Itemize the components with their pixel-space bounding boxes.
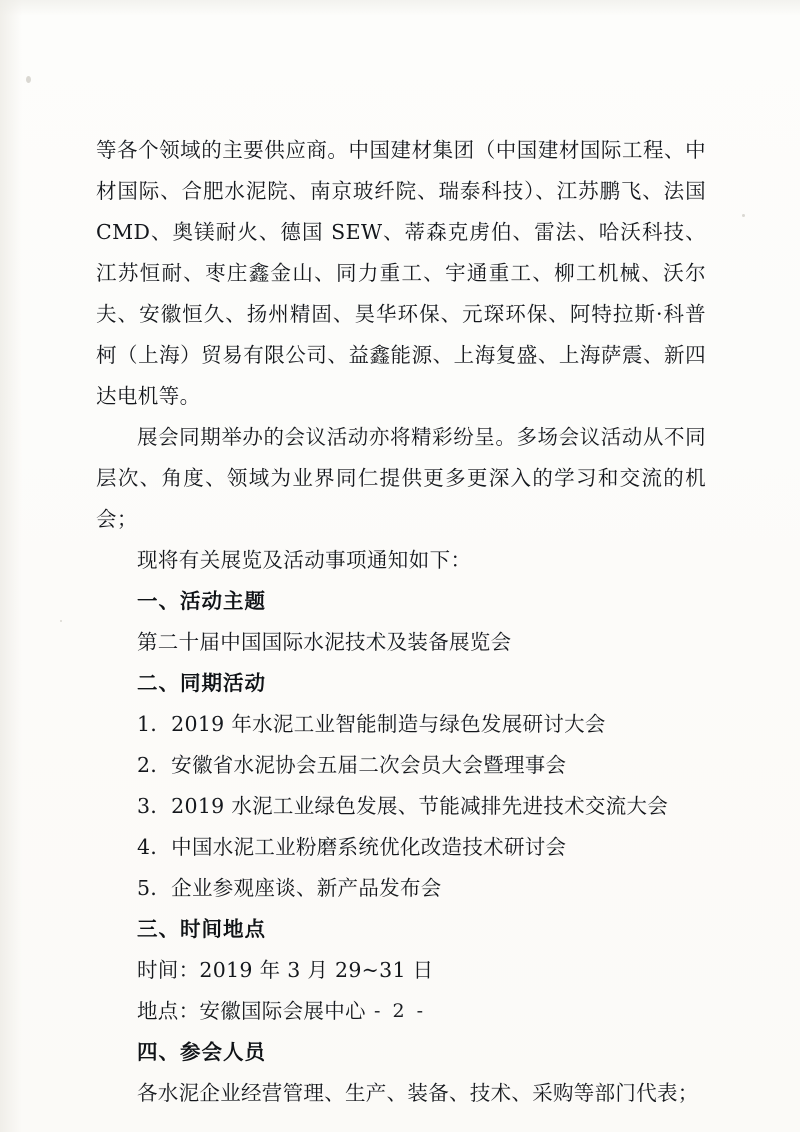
- section-2-item-2: 2．安徽省水泥协会五届二次会员大会暨理事会: [137, 753, 567, 777]
- paragraph-3: 现将有关展览及活动事项通知如下：: [137, 548, 472, 572]
- section-heading-3: 三、时间地点: [137, 917, 266, 941]
- section-3-item-1: 时间：2019 年 3 月 29~31 日: [137, 958, 434, 982]
- scan-edge-left: [0, 0, 22, 1132]
- section-2-item-4: 4．中国水泥工业粉磨系统优化改造技术研讨会: [137, 835, 567, 859]
- section-2-item-3: 3．2019 水泥工业绿色发展、节能减排先进技术交流大会: [137, 794, 669, 818]
- scan-speck: [26, 76, 31, 83]
- section-4-item-1: 各水泥企业经营管理、生产、装备、技术、采购等部门代表；: [137, 1081, 699, 1105]
- section-heading-4: 四、参会人员: [137, 1040, 266, 1064]
- section-3-item-2: 地点：安徽国际会展中心: [137, 999, 366, 1023]
- scan-edge-top: [0, 0, 800, 16]
- section-2-item-5: 5．企业参观座谈、新产品发布会: [137, 876, 442, 900]
- section-1-item-1: 第二十届中国国际水泥技术及装备展览会: [137, 630, 512, 654]
- scan-speck: [742, 214, 745, 217]
- scan-speck: [60, 620, 62, 622]
- section-heading-1: 一、活动主题: [137, 589, 266, 613]
- document-body: [96, 130, 706, 1114]
- paragraph-1: 等各个领域的主要供应商。中国建材集团（中国建材国际工程、中材国际、合肥水泥院、南京玻纤院、瑞泰科技）、江苏鹏飞、法国 CMD、奥镁耐火、德国 SEW、蒂森克虏伯、雷法、哈沃科技、江苏恒耐、枣庄鑫金山、同力重工、宇通重工、柳工机械、沃尔夫、安徽恒久、扬州精固、昊华环保、元琛环保、阿特拉斯·科普柯（上海）贸易有限公司、益鑫能源、上海复盛、上海萨震、新四达电机等。: [96, 138, 706, 408]
- section-heading-2: 二、同期活动: [137, 671, 266, 695]
- page-number: - 2 -: [373, 1000, 426, 1022]
- paragraph-2: 展会同期举办的会议活动亦将精彩纷呈。多场会议活动从不同层次、角度、领域为业界同仁提供更多更深入的学习和交流的机会；: [96, 425, 706, 531]
- section-2-item-1: 1．2019 年水泥工业智能制造与绿色发展研讨大会: [137, 712, 606, 736]
